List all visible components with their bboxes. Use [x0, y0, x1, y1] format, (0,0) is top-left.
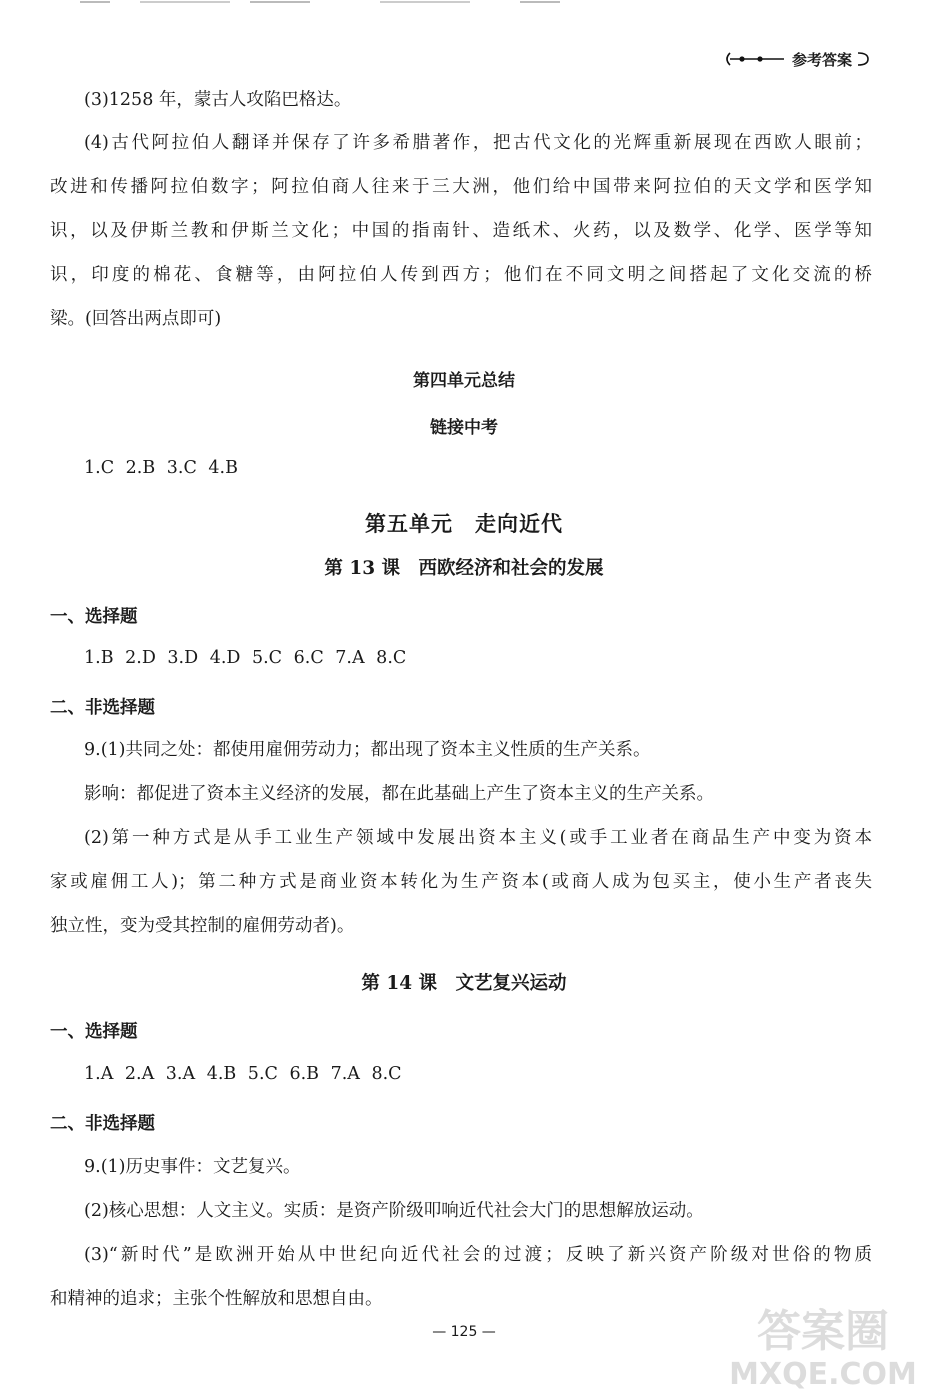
arrow-decoration-icon — [724, 51, 786, 67]
lesson13-q9-line: 家或雇佣工人)；第二种方式是商业资本转化为生产资本(或商人成为包买主，使小生产者丧失 — [50, 872, 872, 892]
watermark-text: 答案圈 — [757, 1306, 889, 1357]
lesson14-q9-line: 和精神的追求；主张个性解放和思想自由。 — [50, 1289, 383, 1309]
lesson13-q9-line: 独立性，变为受其控制的雇佣劳动者)。 — [50, 916, 355, 936]
lesson13-section-nonchoice: 二、非选择题 — [50, 698, 155, 718]
paragraph-line: 改进和传播阿拉伯数字；阿拉伯商人往来于三大洲，他们给中国带来阿拉伯的天文学和医学知 — [50, 177, 872, 197]
lesson14-section-nonchoice: 二、非选择题 — [50, 1114, 155, 1134]
lesson13-title: 第 13 课 西欧经济和社会的发展 — [324, 558, 604, 579]
lesson13-section-choice: 一、选择题 — [50, 607, 138, 627]
bracket-decoration-icon — [856, 51, 870, 67]
page-number: — 125 — — [432, 1324, 496, 1340]
paragraph-line: 识，印度的棉花、食糖等，由阿拉伯人传到西方；他们在不同文明之间搭起了文化交流的桥 — [50, 265, 872, 285]
unit4-summary-subtitle: 链接中考 — [430, 418, 498, 438]
unit4-answers: 1.C 2.B 3.C 4.B — [84, 458, 238, 478]
header-label: 参考答案 — [791, 50, 852, 69]
paragraph-line: (4)古代阿拉伯人翻译并保存了许多希腊著作，把古代文化的光辉重新展现在西欧人眼前； — [84, 133, 872, 153]
lesson14-title: 第 14 课 文艺复兴运动 — [361, 973, 567, 994]
unit4-summary-title: 第四单元总结 — [413, 371, 515, 391]
paragraph-line: 识，以及伊斯兰教和伊斯兰文化；中国的指南针、造纸术、火药，以及数学、化学、医学等知 — [50, 221, 872, 241]
paragraph-line: 梁。(回答出两点即可) — [50, 309, 222, 329]
lesson14-q9-line: 9.(1)历史事件：文艺复兴。 — [84, 1157, 301, 1177]
lesson14-section-choice: 一、选择题 — [50, 1022, 138, 1042]
lesson13-q9-line: 9.(1)共同之处：都使用雇佣劳动力；都出现了资本主义性质的生产关系。 — [84, 740, 651, 760]
paragraph-line: (3)1258 年，蒙古人攻陷巴格达。 — [84, 90, 352, 110]
lesson14-q9-line: (3)“新时代”是欧洲开始从中世纪向近代社会的过渡；反映了新兴资产阶级对世俗的物质 — [84, 1245, 872, 1265]
site-watermark-logo — [728, 1298, 918, 1391]
watermark-domain: MXQE.COM — [729, 1357, 917, 1391]
lesson13-q9-line: 影响：都促进了资本主义经济的发展，都在此基础上产生了资本主义的生产关系。 — [84, 784, 714, 804]
lesson13-q9-line: (2)第一种方式是从手工业生产领域中发展出资本主义(或手工业者在商品生产中变为资本 — [84, 828, 872, 848]
unit5-title: 第五单元 走向近代 — [365, 511, 563, 536]
section-header-tag — [724, 46, 870, 72]
lesson14-answers: 1.A 2.A 3.A 4.B 5.C 6.B 7.A 8.C — [84, 1064, 402, 1084]
lesson14-q9-line: (2)核心思想：人文主义。实质：是资产阶级叩响近代社会大门的思想解放运动。 — [84, 1201, 704, 1221]
lesson13-answers: 1.B 2.D 3.D 4.D 5.C 6.C 7.A 8.C — [84, 648, 407, 668]
scan-artifact — [80, 0, 600, 5]
